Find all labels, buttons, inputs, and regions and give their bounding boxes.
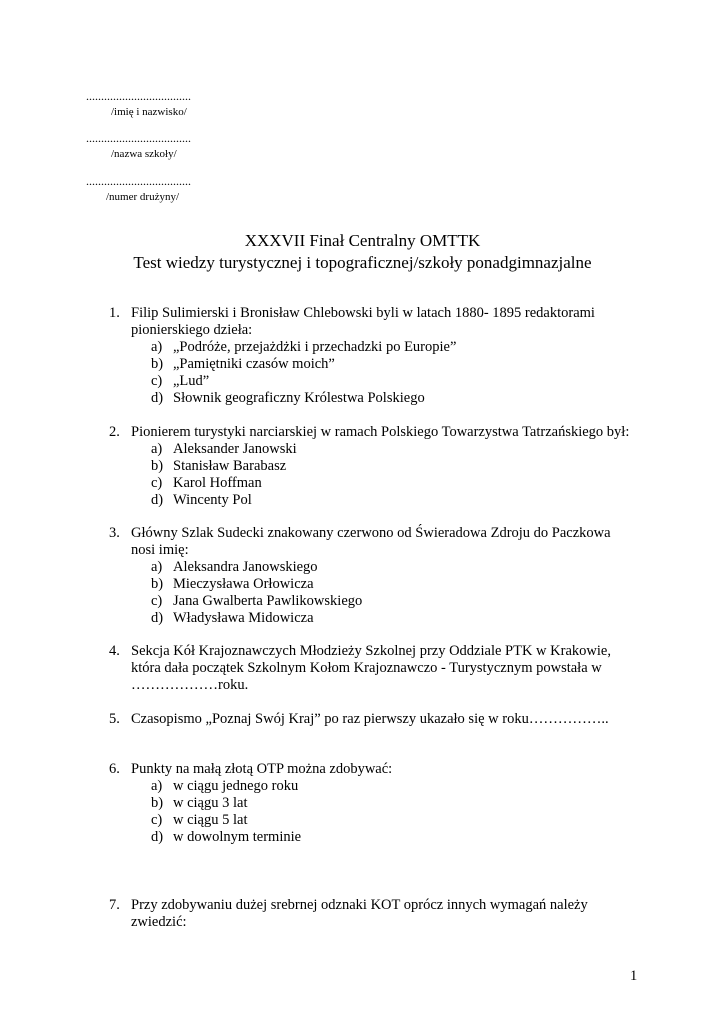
question-number: 3. <box>109 525 120 541</box>
question-number: 1. <box>109 305 120 321</box>
question-number: 7. <box>109 897 120 913</box>
question-number: 6. <box>109 761 120 777</box>
option-text: w dowolnym terminie <box>173 829 302 845</box>
option-text: „Pamiętniki czasów moich” <box>173 356 335 372</box>
option-text: Wincenty Pol <box>173 492 252 508</box>
question-text-line: nosi imię: <box>131 542 189 558</box>
page-number: 1 <box>630 968 638 984</box>
question-text-line: Przy zdobywaniu dużej srebrnej odznaki KOT oprócz innych wymagań należy <box>131 897 588 913</box>
option-text: Aleksandra Janowskiego <box>173 559 318 575</box>
team-field-caption: /numer drużyny/ <box>106 191 180 203</box>
option-letter: a) <box>151 559 163 575</box>
question-number: 5. <box>109 711 120 727</box>
option-letter: c) <box>151 593 163 609</box>
option-text: Mieczysława Orłowicza <box>173 576 314 592</box>
option-letter: b) <box>151 795 164 811</box>
option-text: Karol Hoffman <box>173 475 262 491</box>
option-letter: a) <box>151 441 163 457</box>
question-text-line: Filip Sulimierski i Bronisław Chlebowski byli w latach 1880- 1895 redaktorami <box>131 305 595 321</box>
question-text-line: Punkty na małą złotą OTP można zdobywać: <box>131 761 393 777</box>
option-letter: d) <box>151 829 164 845</box>
option-letter: b) <box>151 356 164 372</box>
question-text-line: ………………roku. <box>131 677 249 693</box>
option-text: w ciągu jednego roku <box>173 778 299 794</box>
name-field-caption: /imię i nazwisko/ <box>111 106 187 118</box>
question-text-line: Sekcja Kół Krajoznawczych Młodzieży Szkolnej przy Oddziale PTK w Krakowie, <box>131 643 611 659</box>
school-field-dots: ................................... <box>86 131 191 145</box>
option-letter: d) <box>151 492 164 508</box>
team-field-dots: ................................... <box>86 174 191 188</box>
option-text: Jana Gwalberta Pawlikowskiego <box>173 593 363 609</box>
option-letter: b) <box>151 576 164 592</box>
name-field-dots: ................................... <box>86 89 191 103</box>
option-text: Aleksander Janowski <box>173 441 297 457</box>
question-text-line: Główny Szlak Sudecki znakowany czerwono od Świeradowa Zdroju do Paczkowa <box>131 525 611 541</box>
option-letter: b) <box>151 458 164 474</box>
school-field-caption: /nazwa szkoły/ <box>111 148 177 160</box>
question-text-line: pionierskiego dzieła: <box>131 322 253 338</box>
option-text: w ciągu 3 lat <box>173 795 248 811</box>
option-text: Słownik geograficzny Królestwa Polskiego <box>173 390 425 406</box>
page-title: XXXVII Finał Centralny OMTTK <box>244 231 481 250</box>
question-text-line: Czasopismo „Poznaj Swój Kraj” po raz pierwszy ukazało się w roku…………….. <box>131 711 609 727</box>
option-text: Władysława Midowicza <box>173 610 314 626</box>
option-text: w ciągu 5 lat <box>173 812 248 828</box>
option-text: Stanisław Barabasz <box>173 458 287 474</box>
question-text-line: która dała początek Szkolnym Kołom Krajoznawczo - Turystycznym powstała w <box>131 660 602 676</box>
option-letter: c) <box>151 475 163 491</box>
question-number: 2. <box>109 424 120 440</box>
question-number: 4. <box>109 643 120 659</box>
page-subtitle: Test wiedzy turystycznej i topograficznej/szkoły ponadgimnazjalne <box>133 253 592 272</box>
option-letter: a) <box>151 778 163 794</box>
question-text-line: zwiedzić: <box>131 914 187 930</box>
option-letter: d) <box>151 390 164 406</box>
option-letter: a) <box>151 339 163 355</box>
option-letter: d) <box>151 610 164 626</box>
option-text: „Podróże, przejażdżki i przechadzki po Europie” <box>173 339 457 355</box>
option-letter: c) <box>151 812 163 828</box>
option-text: „Lud” <box>173 373 210 389</box>
option-letter: c) <box>151 373 163 389</box>
question-text-line: Pionierem turystyki narciarskiej w ramach Polskiego Towarzystwa Tatrzańskiego był: <box>131 424 630 440</box>
